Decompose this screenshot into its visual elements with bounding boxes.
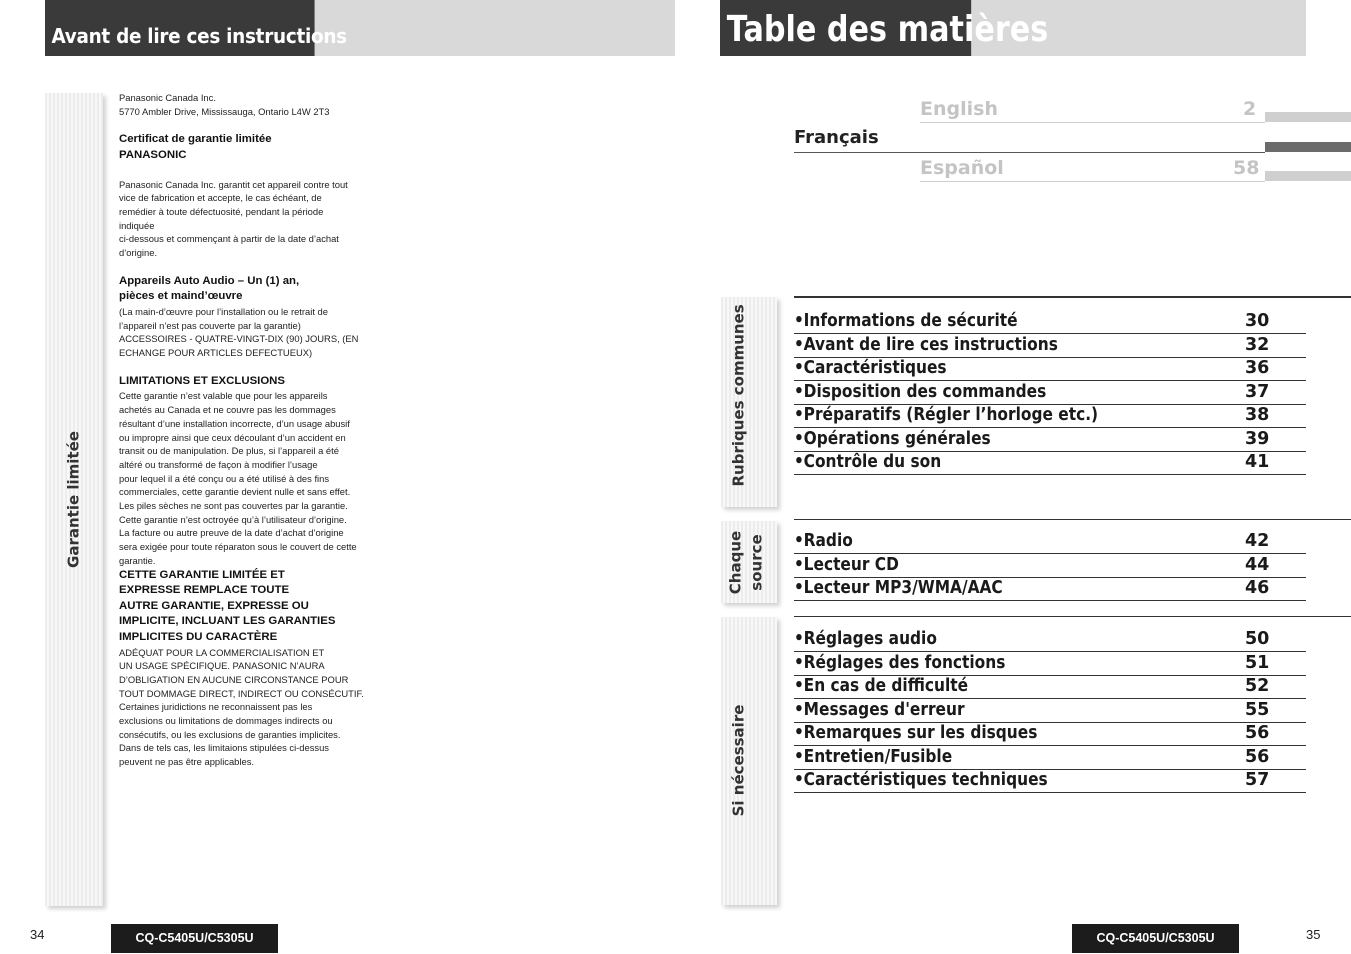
bullet-icon: • [794, 676, 804, 696]
intro-line: vice de fabrication et accepte, le cas échéant, de [119, 192, 322, 204]
caps-line: CETTE GARANTIE LIMITÉE ET [119, 568, 285, 581]
limitations-line: altéré ou transformé de façon à modifier l’usage [119, 458, 318, 470]
lang-current-label: Français [794, 127, 879, 148]
appareils-title: Appareils Auto Audio – Un (1) an, [119, 274, 300, 287]
limitations-line: Les piles sèches ne sont pas couvertes par la garantie. [119, 500, 348, 512]
lang-tab-spanish [1265, 171, 1351, 181]
bullet-icon: • [794, 531, 804, 551]
toc-item-page: 41 [1245, 452, 1270, 472]
bullet-icon: • [794, 358, 804, 378]
intro-line: indiquée [119, 219, 155, 231]
toc-item-page: 37 [1245, 382, 1270, 402]
lang-english-link[interactable]: English [920, 98, 998, 120]
toc-item-page: 57 [1245, 770, 1270, 790]
page-number-right: 35 [1306, 927, 1321, 942]
bullet-icon: • [794, 405, 804, 425]
cert-title: PANASONIC [119, 149, 187, 161]
final-line: UN USAGE SPÉCIFIQUE. PANASONIC N’AURA [119, 660, 325, 672]
address-line: Panasonic Canada Inc. [119, 92, 216, 103]
address-line: 5770 Ambler Drive, Mississauga, Ontario L4W 2T3 [119, 105, 330, 117]
caps-line: EXPRESSE REMPLACE TOUTE [119, 584, 290, 597]
toc-item-label: Informations de sécurité [803, 311, 1018, 331]
intro-line: d’origine. [119, 247, 158, 259]
limitations-title: LIMITATIONS ET EXCLUSIONS [119, 374, 286, 387]
limitations-line: Cette garantie n’est valable que pour les appareils [119, 390, 328, 402]
toc-item-controle-son[interactable] [794, 450, 1306, 475]
lang-divider [920, 122, 1265, 123]
limitations-line: achetés au Canada et ne couvre pas les dommages [119, 404, 336, 416]
toc-item-label: Caractéristiques techniques [803, 770, 1048, 790]
final-line: Certaines juridictions ne reconnaissent pas les [119, 701, 313, 713]
section-tab-rubriques [721, 297, 777, 507]
toc-item-page: 56 [1245, 723, 1270, 743]
lang-english-page: 2 [1243, 98, 1257, 120]
final-line: TOUT DOMMAGE DIRECT, INDIRECT OU CONSÉCUTIF. [119, 687, 364, 699]
section-label-source: source [747, 534, 766, 591]
appareils-line: ECHANGE POUR ARTICLES DEFECTUEUX) [119, 347, 313, 359]
side-label-garantie: Garantie limitée [64, 431, 83, 568]
toc-item-entretien[interactable] [794, 745, 1306, 770]
bullet-icon: • [794, 452, 804, 472]
toc-item-difficulte[interactable] [794, 674, 1306, 699]
section-tab-chaque-source [721, 521, 777, 603]
toc-item-operations[interactable] [794, 427, 1306, 452]
toc-item-page: 42 [1245, 531, 1270, 551]
toc-item-label: Réglages audio [803, 629, 937, 649]
toc-item-page: 51 [1245, 653, 1270, 673]
limitations-line: La facture ou autre preuve de la date d’achat d’origine [119, 527, 344, 539]
address-block [119, 91, 371, 118]
toc-item-label: Entretien/Fusible [803, 747, 953, 767]
cert-title: Certificat de garantie limitée [119, 133, 272, 146]
toc-item-reglages-fonctions[interactable] [794, 651, 1306, 676]
section-label-chaque: Chaque [726, 530, 745, 595]
toc-item-avant[interactable] [794, 333, 1306, 358]
final-line: D’OBLIGATION EN AUCUNE CIRCONSTANCE POUR [119, 673, 349, 685]
bullet-icon: • [794, 629, 804, 649]
toc-item-label: Lecteur MP3/WMA/AAC [803, 578, 1003, 598]
limitations-line: transit ou de manipulation. De plus, si l’appareil a été [119, 445, 339, 457]
final-line: peuvent ne pas être applicables. [119, 756, 254, 768]
model-label-left: CQ-C5405U/C5305U [111, 924, 278, 953]
toc-item-page: 50 [1245, 629, 1270, 649]
bullet-icon: • [794, 653, 804, 673]
toc-item-remarques-disques[interactable] [794, 721, 1306, 746]
appareils-line: (La main-d’œuvre pour l’installation ou le retrait de [119, 306, 328, 317]
toc-item-reglages-audio[interactable] [794, 627, 1306, 652]
toc-item-lecteur-cd[interactable] [794, 553, 1306, 578]
toc-item-label: Réglages des fonctions [803, 653, 1006, 673]
left-side-tab [45, 93, 103, 906]
toc-item-label: Contrôle du son [803, 452, 942, 472]
toc-item-label: Opérations générales [803, 429, 991, 449]
toc-item-page: 39 [1245, 429, 1270, 449]
lang-divider [920, 181, 1265, 182]
final-line: ADÉQUAT POUR LA COMMERCIALISATION ET [119, 646, 325, 658]
toc-item-page: 32 [1245, 335, 1270, 355]
toc-item-lecteur-mp3[interactable] [794, 576, 1306, 601]
lang-spanish-page: 58 [1233, 157, 1260, 179]
page-number-left: 34 [30, 927, 45, 942]
section-divider [794, 519, 1351, 520]
left-header-title: Avant de lire ces instructions [45, 0, 315, 56]
toc-item-label: Caractéristiques [803, 358, 947, 378]
toc-item-page: 55 [1245, 700, 1270, 720]
intro-line: remédier à toute défectuosité, pendant la période [119, 206, 324, 217]
appareils-title: pièces et maind’œuvre [119, 290, 243, 303]
bullet-icon: • [794, 382, 804, 402]
intro-line: ci-dessous et commençant à partir de la date d’achat [119, 233, 339, 245]
section-tab-si-necessaire [721, 617, 777, 905]
final-line: consécutifs, ou les exclusions de garanties implicites. [119, 728, 341, 740]
limitations-line: commerciales, cette garantie devient nulle et sans effet. [119, 486, 351, 498]
appareils-line: ACCESSOIRES - QUATRE-VINGT-DIX (90) JOURS, (EN [119, 333, 359, 345]
toc-item-label: Remarques sur les disques [803, 723, 1038, 743]
warranty-text-block [119, 91, 371, 769]
section-divider [794, 296, 1351, 298]
section-divider [794, 616, 1351, 617]
toc-item-label: Lecteur CD [803, 555, 899, 575]
limitations-line: garantie. [119, 554, 156, 566]
toc-item-caracteristiques-techniques[interactable] [794, 768, 1306, 793]
appareils-line: l’appareil n’est pas couverte par la garantie) [119, 319, 301, 331]
limitations-line: ou impropre ainsi que ceux découlant d’un accident en [119, 431, 346, 443]
section-label-si-necessaire: Si nécessaire [729, 704, 748, 817]
limitations-line: pour lequel il a été conçu ou a été utilisé à des fins [119, 472, 330, 484]
lang-tab-english [1265, 112, 1351, 122]
lang-spanish-link[interactable]: Español [920, 157, 1004, 179]
toc-item-page: 56 [1245, 747, 1270, 767]
caps-line: AUTRE GARANTIE, EXPRESSE OU [119, 599, 309, 612]
toc-item-page: 46 [1245, 578, 1270, 598]
toc-item-label: En cas de difficulté [803, 676, 969, 696]
final-line: Dans de tels cas, les limitaions stipulées ci-dessus [119, 742, 329, 754]
toc-item-caracteristiques[interactable] [794, 356, 1306, 381]
bullet-icon: • [794, 311, 804, 331]
toc-item-messages-erreur[interactable] [794, 698, 1306, 723]
intro-line: Panasonic Canada Inc. garantit cet appareil contre tout [119, 178, 348, 190]
bullet-icon: • [794, 555, 804, 575]
bullet-icon: • [794, 747, 804, 767]
toc-item-page: 52 [1245, 676, 1270, 696]
right-header-title: Table des matières [720, 0, 971, 56]
bullet-icon: • [794, 770, 804, 790]
limitations-line: résultant d’une installation incorrecte, d’un usage abusif [119, 417, 350, 429]
toc-item-label: Avant de lire ces instructions [803, 335, 1058, 355]
toc-item-label: Radio [803, 531, 853, 551]
caps-line: IMPLICITES DU CARACTÈRE [119, 630, 278, 643]
toc-item-preparatifs[interactable] [794, 403, 1306, 428]
bullet-icon: • [794, 578, 804, 598]
lang-divider [794, 152, 1265, 153]
limitations-line: Cette garantie n’est octroyée qu’à l’utilisateur d’origine. [119, 513, 347, 525]
toc-item-radio[interactable] [794, 529, 1306, 554]
lang-tab-current [1265, 142, 1351, 152]
bullet-icon: • [794, 700, 804, 720]
section-label-rubriques: Rubriques communes [729, 304, 748, 487]
toc-item-page: 36 [1245, 358, 1270, 378]
toc-item-securite[interactable] [794, 309, 1306, 334]
limitations-line: sera exigée pour toute réparaton sous le couvert de cette [119, 541, 357, 553]
toc-item-label: Préparatifs (Régler l’horloge etc.) [803, 405, 1099, 425]
final-line: exclusions ou limitations de dommages indirects ou [119, 715, 333, 727]
model-label-right: CQ-C5405U/C5305U [1072, 924, 1239, 953]
bullet-icon: • [794, 429, 804, 449]
toc-item-label: Disposition des commandes [803, 382, 1047, 402]
toc-item-disposition[interactable] [794, 380, 1306, 405]
toc-item-page: 38 [1245, 405, 1270, 425]
toc-item-label: Messages d'erreur [803, 700, 965, 720]
bullet-icon: • [794, 723, 804, 743]
caps-line: IMPLICITE, INCLUANT LES GARANTIES [119, 615, 336, 628]
toc-item-page: 30 [1245, 311, 1270, 331]
bullet-icon: • [794, 335, 804, 355]
toc-item-page: 44 [1245, 555, 1270, 575]
